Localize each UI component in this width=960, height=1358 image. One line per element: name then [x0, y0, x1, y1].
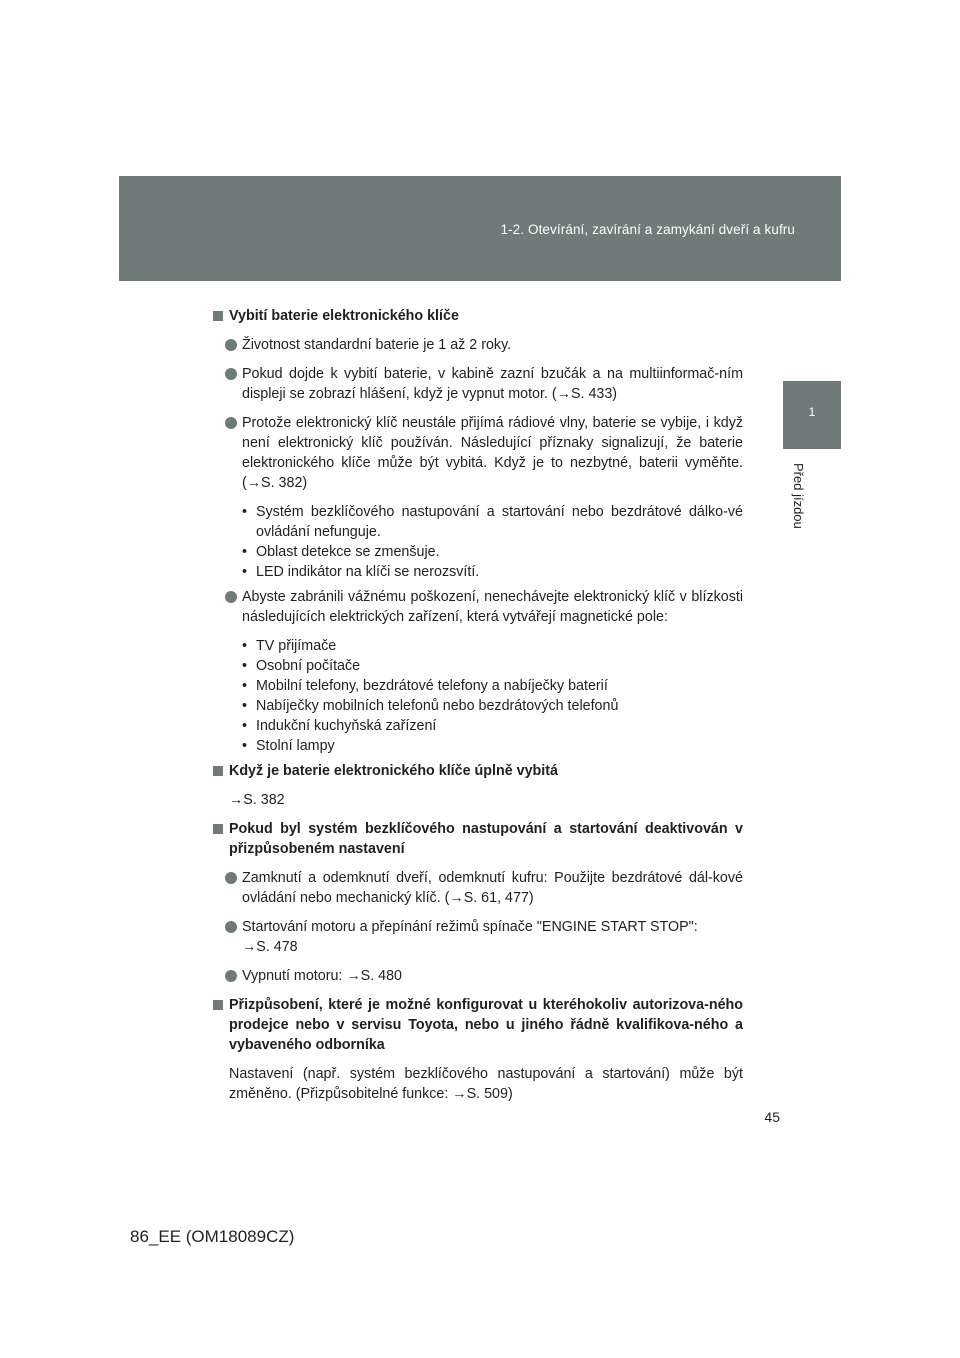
bullet-text: Zamknutí a odemknutí dveří, odemknutí kufru: Použijte bezdrátové dál-kové ovládání nebo mechanický klíč. (→S. 61, 477) [242, 870, 743, 906]
dot-marker-icon: • [242, 718, 248, 734]
sub-list-item: • LED indikátor na klíči se nerozsvítí. [242, 564, 480, 580]
chapter-side-tab [783, 381, 841, 449]
bullet-text: Životnost standardní baterie je 1 až 2 roky. [242, 337, 512, 353]
section-heading [213, 819, 743, 859]
circle-bullet-icon [225, 368, 237, 380]
sub-list-item: • TV přijímače [242, 638, 337, 654]
chapter-number: 1 [808, 405, 816, 419]
dot-marker-icon: • [242, 678, 248, 694]
chapter-side-label: Před jízdou [791, 463, 806, 529]
section-heading [213, 995, 743, 1055]
dot-marker-icon: • [242, 544, 248, 560]
sub-list [242, 502, 743, 582]
page-content [213, 306, 743, 1113]
dot-marker-icon: • [242, 738, 248, 754]
sub-list-item: • Osobní počítače [242, 658, 361, 674]
bullet-item [225, 868, 743, 908]
section-title: Přizpůsobení, které je možné konfigurovat u kteréhokoliv autorizova-ného prodejce nebo v servisu Toyota, nebo u jiného řádně kvalifikova-ného a vybaveného odborníka [229, 997, 743, 1053]
dot-marker-icon: • [242, 504, 248, 520]
dot-marker-icon: • [242, 658, 248, 674]
sub-list-item: • Mobilní telefony, bezdrátové telefony a nabíječky baterií [242, 678, 608, 694]
chapter-header-bar [119, 176, 841, 281]
square-bullet-icon [213, 766, 223, 776]
section-heading [213, 761, 743, 781]
dot-marker-icon: • [242, 638, 248, 654]
bullet-text: Abyste zabránili vážnému poškození, nenechávejte elektronický klíč v blízkosti následujících elektrických zařízení, která vytvářejí magnetické pole: [242, 589, 743, 625]
chapter-header-title: 1-2. Otevírání, zavírání a zamykání dveří a kufru [500, 222, 795, 237]
section-title: Když je baterie elektronického klíče úplně vybitá [229, 763, 558, 779]
circle-bullet-icon [225, 339, 237, 351]
section-title: Vybití baterie elektronického klíče [229, 308, 459, 324]
page-number: 45 [764, 1109, 780, 1125]
sub-list-item: • Indukční kuchyňská zařízení [242, 718, 437, 734]
section-paragraph: Nastavení (např. systém bezklíčového nastupování a startování) může být změněno. (Přizpůsobitelné funkce: →S. 509) [229, 1066, 743, 1102]
circle-bullet-icon [225, 417, 237, 429]
circle-bullet-icon [225, 872, 237, 884]
dot-marker-icon: • [242, 698, 248, 714]
bullet-item [225, 364, 743, 404]
bullet-item [225, 413, 743, 493]
bullet-text: Pokud dojde k vybití baterie, v kabině zazní bzučák a na multiinformač-ním displeji se zobrazí hlášení, když je vypnut motor. (→S. 433) [242, 366, 743, 402]
dot-marker-icon: • [242, 564, 248, 580]
bullet-text-ref: →S. 478 [242, 939, 298, 955]
bullet-item [225, 966, 743, 986]
section-title: Pokud byl systém bezklíčového nastupování a startování deaktivován v přizpůsobeném nastavení [229, 821, 743, 857]
sub-list [242, 636, 743, 756]
sub-list-item: • Oblast detekce se zmenšuje. [242, 544, 440, 560]
section-heading [213, 306, 743, 326]
circle-bullet-icon [225, 591, 237, 603]
bullet-item [225, 335, 743, 355]
bullet-item [225, 917, 743, 957]
bullet-item [225, 587, 743, 627]
page-reference: →S. 382 [229, 792, 285, 808]
sub-list-item: • Systém bezklíčového nastupování a startování nebo bezdrátové dálko-vé ovládání nefunguje. [242, 504, 743, 540]
bullet-text: Protože elektronický klíč neustále přijímá rádiové vlny, baterie se vybije, i když není elektronický klíč používán. Následující příznaky signalizují, že baterie elektronického klíče může být vybitá. Když je to nezbytné, baterii vyměňte. (→S. 382) [242, 415, 743, 491]
bullet-text: Startování motoru a přepínání režimů spínače "ENGINE START STOP": [242, 919, 698, 935]
circle-bullet-icon [225, 921, 237, 933]
square-bullet-icon [213, 311, 223, 321]
square-bullet-icon [213, 1000, 223, 1010]
bullet-text: Vypnutí motoru: →S. 480 [242, 968, 402, 984]
document-code: 86_EE (OM18089CZ) [130, 1227, 295, 1246]
sub-list-item: • Stolní lampy [242, 738, 335, 754]
sub-list-item: • Nabíječky mobilních telefonů nebo bezdrátových telefonů [242, 698, 619, 714]
square-bullet-icon [213, 824, 223, 834]
circle-bullet-icon [225, 970, 237, 982]
